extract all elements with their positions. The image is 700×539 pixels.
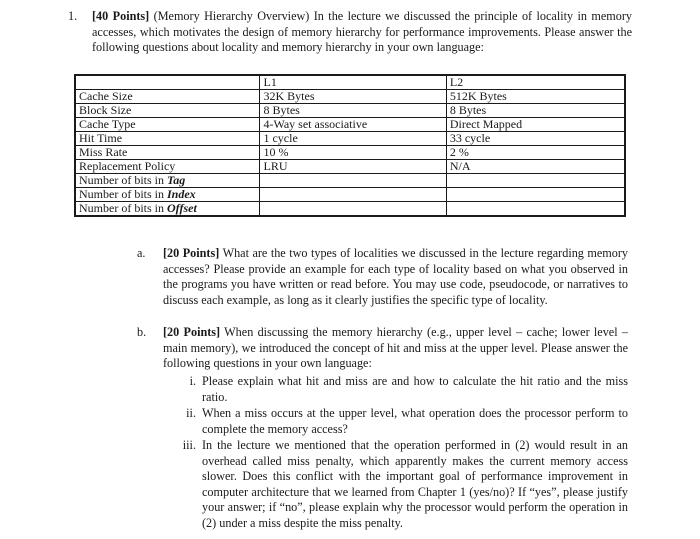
- part-b-item-i: [189, 374, 628, 405]
- header-cell-blank: [75, 75, 260, 90]
- row-label: Block Size: [79, 103, 132, 117]
- l2-value-cell: 8 Bytes: [446, 104, 625, 118]
- item-iii-text: In the lecture we mentioned that the operation performed in (2) would result in an overhead called miss penalty, which apparently makes the current memory access slower. Does this conflict with the important goal of performance improvement in computer architecture that we learned from Chapter 1 (yes/no)? If “yes”, please justify your answer; if “no”, please explain why the processor would perform the operation in (2) under a miss despite the miss penalty.: [202, 438, 628, 530]
- l1-value-cell: 8 Bytes: [260, 104, 446, 118]
- table-header-row: [75, 75, 625, 90]
- memory-hierarchy-table: [74, 74, 626, 217]
- row-label-cell: [75, 146, 260, 160]
- question-1: [68, 9, 632, 56]
- table-row: [75, 202, 625, 217]
- l1-value-cell: 4-Way set associative: [260, 118, 446, 132]
- l2-value-cell: [446, 188, 625, 202]
- row-label-cell: [75, 132, 260, 146]
- row-label-cell: [75, 118, 260, 132]
- table-row: [75, 160, 625, 174]
- l2-value-cell: 2 %: [446, 146, 625, 160]
- item-iii-label: iii.: [182, 438, 196, 452]
- row-label-cell: [75, 188, 260, 202]
- l1-value-cell: [260, 174, 446, 188]
- row-label: Miss Rate: [79, 145, 128, 159]
- question-points: [40 Points]: [92, 9, 150, 23]
- table-row: [75, 132, 625, 146]
- row-label: Cache Size: [79, 89, 133, 103]
- row-label-emphasis: Offset: [167, 201, 197, 215]
- header-cell-l2: L2: [446, 75, 625, 90]
- row-label: Number of bits in: [79, 201, 167, 215]
- l1-value-cell: 10 %: [260, 146, 446, 160]
- row-label-cell: [75, 160, 260, 174]
- l1-value-cell: [260, 202, 446, 217]
- l1-value-cell: LRU: [260, 160, 446, 174]
- table-row: [75, 174, 625, 188]
- row-label: Cache Type: [79, 117, 136, 131]
- part-b-label: b.: [137, 325, 147, 339]
- part-a-label: a.: [137, 246, 146, 260]
- row-label-emphasis: Index: [167, 187, 196, 201]
- l2-value-cell: [446, 174, 625, 188]
- part-b: [137, 325, 628, 372]
- row-label: Number of bits in: [79, 173, 167, 187]
- part-b-item-iii: [182, 438, 628, 532]
- item-ii-text: When a miss occurs at the upper level, what operation does the processor perform to complete the memory access?: [202, 406, 628, 436]
- row-label-cell: [75, 174, 260, 188]
- item-i-text: Please explain what hit and miss are and how to calculate the hit ratio and the miss ratio.: [202, 374, 628, 404]
- row-label: Hit Time: [79, 131, 123, 145]
- item-i-label: i.: [189, 374, 196, 388]
- l2-value-cell: N/A: [446, 160, 625, 174]
- table-row: [75, 90, 625, 104]
- row-label-cell: [75, 202, 260, 217]
- l2-value-cell: Direct Mapped: [446, 118, 625, 132]
- part-a-points: [20 Points]: [163, 246, 220, 260]
- part-a-text: What are the two types of localities we discussed in the lecture regarding memory accesses? Please provide an example for each type of locality based on what you observed in the programs you have written or read before. You may use code, pseudocode, or narratives to discuss each example, as long as it clearly justifies the specific type of locality.: [163, 246, 629, 307]
- table-row: [75, 118, 625, 132]
- row-label: Replacement Policy: [79, 159, 176, 173]
- question-text: (Memory Hierarchy Overview) In the lecture we discussed the principle of locality in memory accesses, which motivates the design of memory hierarchy for performance improvements. Please answer the following questions about locality and memory hierarchy in your own language:: [92, 9, 632, 55]
- row-label-emphasis: Tag: [167, 173, 186, 187]
- l1-value-cell: 32K Bytes: [260, 90, 446, 104]
- part-b-text: When discussing the memory hierarchy (e.g., upper level – cache; lower level – main memory), we introduced the concept of hit and miss at the upper level. Please answer the following questions in your own language:: [163, 325, 628, 371]
- item-ii-label: ii.: [186, 406, 196, 420]
- part-b-points: [20 Points]: [163, 325, 221, 339]
- part-b-item-ii: [186, 406, 628, 437]
- table-row: [75, 104, 625, 118]
- table-row: [75, 188, 625, 202]
- l2-value-cell: 512K Bytes: [446, 90, 625, 104]
- l2-value-cell: 33 cycle: [446, 132, 625, 146]
- row-label: Number of bits in: [79, 187, 167, 201]
- l1-value-cell: 1 cycle: [260, 132, 446, 146]
- l1-value-cell: [260, 188, 446, 202]
- row-label-cell: [75, 90, 260, 104]
- question-intro: [92, 9, 632, 56]
- row-label-cell: [75, 104, 260, 118]
- header-cell-l1: L1: [260, 75, 446, 90]
- l2-value-cell: [446, 202, 625, 217]
- question-number: 1.: [68, 9, 78, 23]
- table-row: [75, 146, 625, 160]
- part-a: [137, 246, 629, 308]
